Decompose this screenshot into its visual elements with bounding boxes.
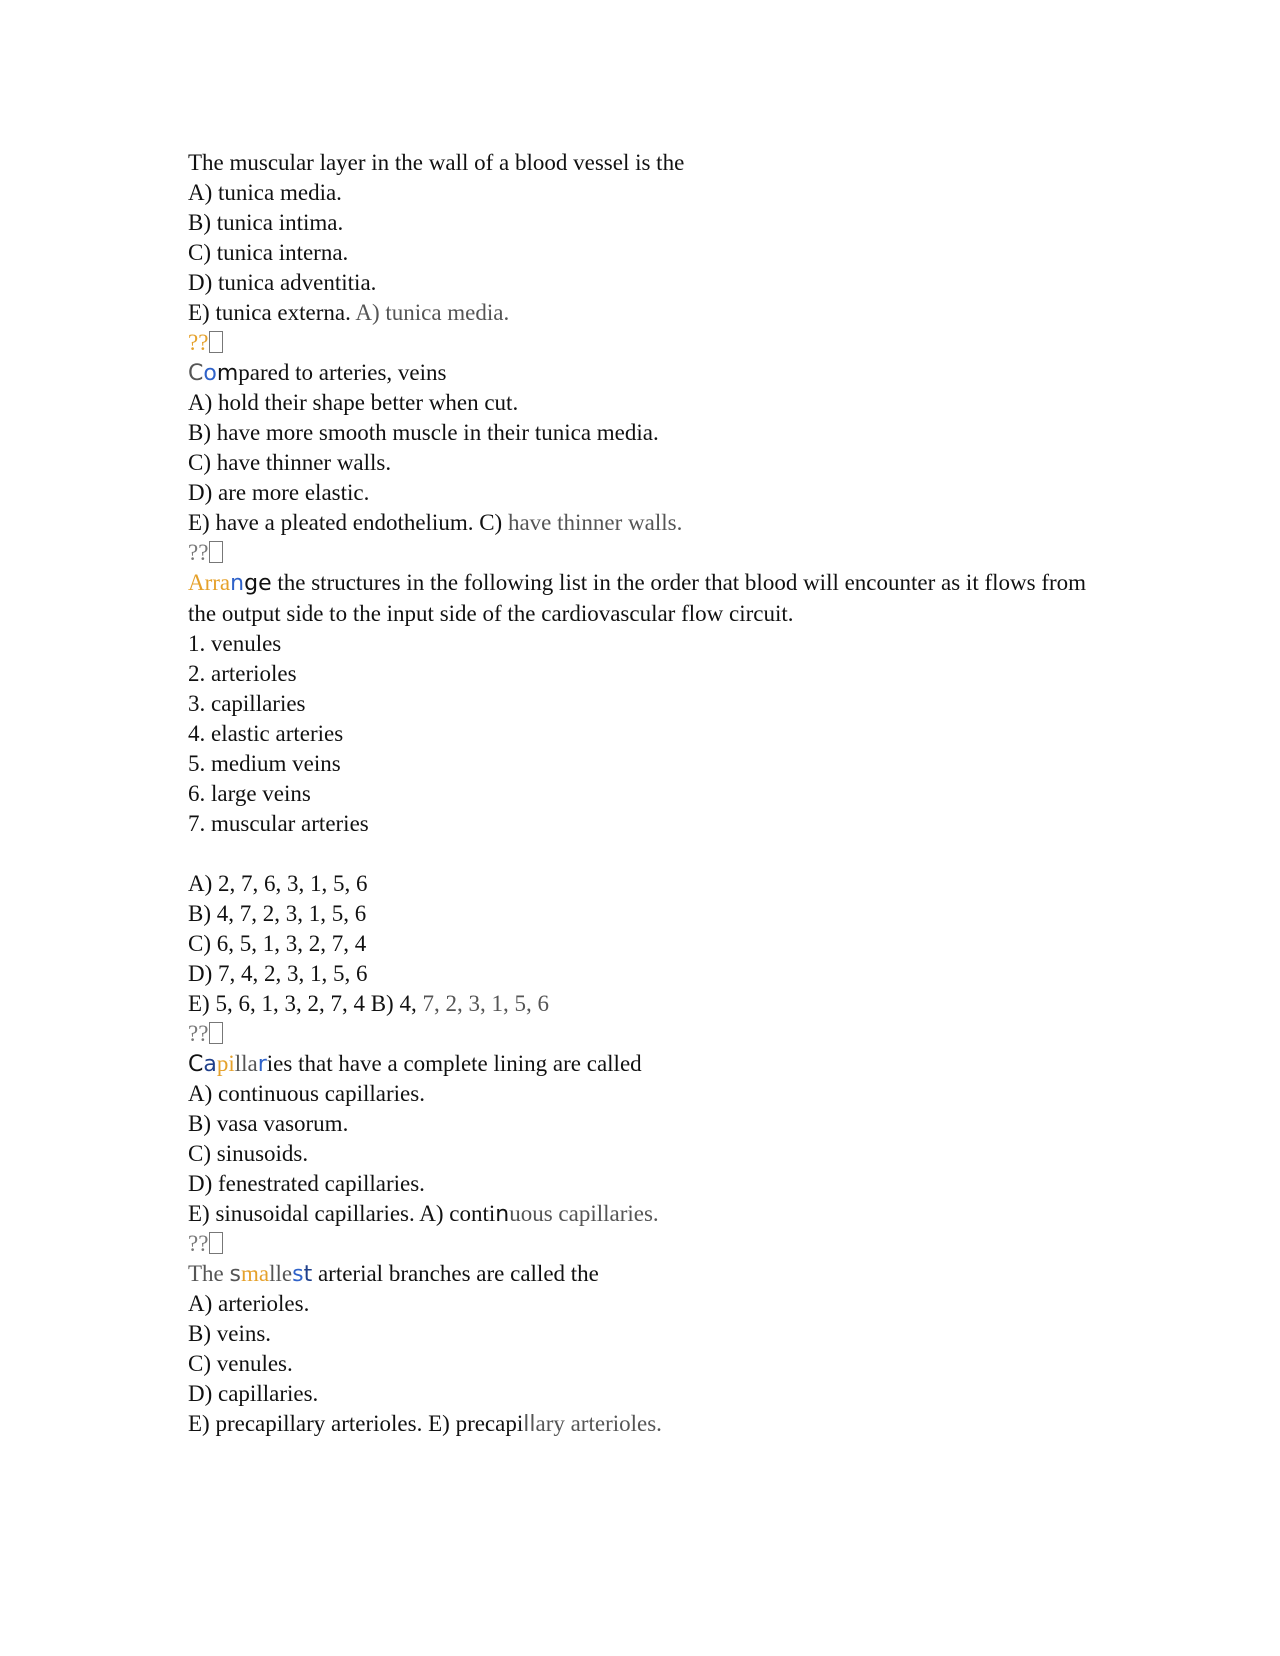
stem-fragment: s (229, 1262, 241, 1287)
stem-fragment: C (188, 361, 204, 386)
answer-option: D) 7, 4, 2, 3, 1, 5, 6 (188, 961, 368, 986)
answer-option: C) sinusoids. (188, 1141, 309, 1166)
correct-answer-prefix: C) (479, 510, 503, 535)
stem-fragment: pi (216, 1051, 235, 1076)
question-separator (188, 1229, 1088, 1259)
question-separator (188, 538, 1088, 568)
question-4 (188, 1049, 1088, 1259)
correct-answer: have thinner walls. (507, 510, 683, 535)
blank-line (188, 839, 1088, 869)
correct-answer: uous capillaries. (509, 1201, 659, 1226)
stem-fragment: o (203, 361, 217, 386)
stem-fragment: ies that have a complete lining are called (266, 1051, 642, 1076)
correct-answer: A) tunica media. (355, 300, 510, 325)
list-item: 7. muscular arteries (188, 811, 369, 836)
answer-option: A) continuous capillaries. (188, 1081, 425, 1106)
separator-marks: ?? (188, 1231, 209, 1256)
answer-option-last (188, 1199, 1088, 1229)
stem-fragment: s (292, 1262, 304, 1287)
question-separator (188, 1019, 1088, 1049)
stem-fragment: The (188, 1261, 230, 1286)
answer-option: D) tunica adventitia. (188, 270, 377, 295)
stem-fragment: g (244, 571, 259, 596)
option-text: E) sinusoidal capillaries. (188, 1201, 415, 1226)
missing-glyph-box (209, 1232, 223, 1254)
stem-fragment: e (258, 571, 272, 596)
list-item: 5. medium veins (188, 751, 341, 776)
missing-glyph-box (209, 1022, 223, 1044)
answer-option: B) 4, 7, 2, 3, 1, 5, 6 (188, 901, 367, 926)
list-item: 1. venules (188, 631, 282, 656)
question-stem (188, 1259, 1088, 1289)
list-item: 6. large veins (188, 781, 311, 806)
answer-option-last (188, 1409, 1088, 1439)
question-1 (188, 148, 1088, 358)
option-text: E) 5, 6, 1, 3, 2, 7, 4 (188, 991, 365, 1016)
answer-option: D) fenestrated capillaries. (188, 1171, 425, 1196)
separator-marks: ?? (188, 540, 209, 565)
question-stem (188, 568, 1088, 599)
list-item: 3. capillaries (188, 691, 306, 716)
stem-fragment: lle (269, 1261, 293, 1286)
answer-option: B) veins. (188, 1321, 272, 1346)
answer-option: B) tunica intima. (188, 210, 344, 235)
question-3 (188, 568, 1088, 1049)
question-separator (188, 328, 1088, 358)
answer-option-last (188, 508, 1088, 538)
stem-fragment: n (230, 571, 245, 596)
answer-option: B) vasa vasorum. (188, 1111, 349, 1136)
stem-fragment: ma (240, 1261, 270, 1286)
answer-option-last (188, 989, 1088, 1019)
answer-option: D) capillaries. (188, 1381, 319, 1406)
answer-option: B) have more smooth muscle in their tunica media. (188, 420, 659, 445)
stem-fragment: Arra (188, 570, 231, 595)
stem-fragment: lla (234, 1051, 258, 1076)
list-item: 4. elastic arteries (188, 721, 344, 746)
question-2 (188, 358, 1088, 568)
stem-fragment: pared to arteries, veins (238, 360, 447, 385)
missing-glyph-box (209, 331, 223, 353)
answer-option: C) venules. (188, 1351, 293, 1376)
stem-fragment: t (303, 1262, 313, 1287)
correct-answer: ary arterioles. (535, 1411, 662, 1436)
stem-fragment: the structures in the following list in the order that blood will encounter as it flows from (271, 570, 1087, 595)
answer-option: C) have thinner walls. (188, 450, 392, 475)
list-item: 2. arterioles (188, 661, 297, 686)
correct-answer-fragment: n (495, 1202, 510, 1227)
question-stem: The muscular layer in the wall of a blood vessel is the (188, 150, 685, 175)
question-stem (188, 358, 1088, 388)
stem-fragment: arterial branches are called the (312, 1261, 599, 1286)
answer-option: D) are more elastic. (188, 480, 370, 505)
answer-option: C) tunica interna. (188, 240, 349, 265)
stem-fragment: C (188, 1052, 204, 1077)
separator-marks: ?? (188, 330, 209, 355)
correct-answer-fragment: ll (523, 1412, 536, 1437)
correct-answer: 7, 2, 3, 1, 5, 6 (422, 991, 549, 1016)
correct-answer-prefix: A) conti (419, 1201, 496, 1226)
option-text: E) have a pleated endothelium. (188, 510, 474, 535)
stem-fragment: a (203, 1052, 217, 1077)
answer-option: A) 2, 7, 6, 3, 1, 5, 6 (188, 871, 368, 896)
answer-option-last (188, 298, 1088, 328)
question-5 (188, 1259, 1088, 1439)
option-text: E) tunica externa. (188, 300, 351, 325)
separator-marks: ?? (188, 1021, 209, 1046)
stem-fragment: m (216, 361, 239, 386)
option-text: E) precapillary arterioles. (188, 1411, 423, 1436)
answer-option: C) 6, 5, 1, 3, 2, 7, 4 (188, 931, 367, 956)
answer-option: A) arterioles. (188, 1291, 310, 1316)
answer-option: A) hold their shape better when cut. (188, 390, 519, 415)
answer-option: A) tunica media. (188, 180, 342, 205)
correct-answer-prefix: E) precapi (428, 1411, 524, 1436)
correct-answer-prefix: B) 4, (370, 991, 417, 1016)
stem-fragment: r (257, 1052, 267, 1077)
document-page (188, 148, 1088, 1439)
question-stem (188, 1049, 1088, 1079)
question-stem-continued: the output side to the input side of the cardiovascular flow circuit. (188, 601, 794, 626)
missing-glyph-box (209, 541, 223, 563)
